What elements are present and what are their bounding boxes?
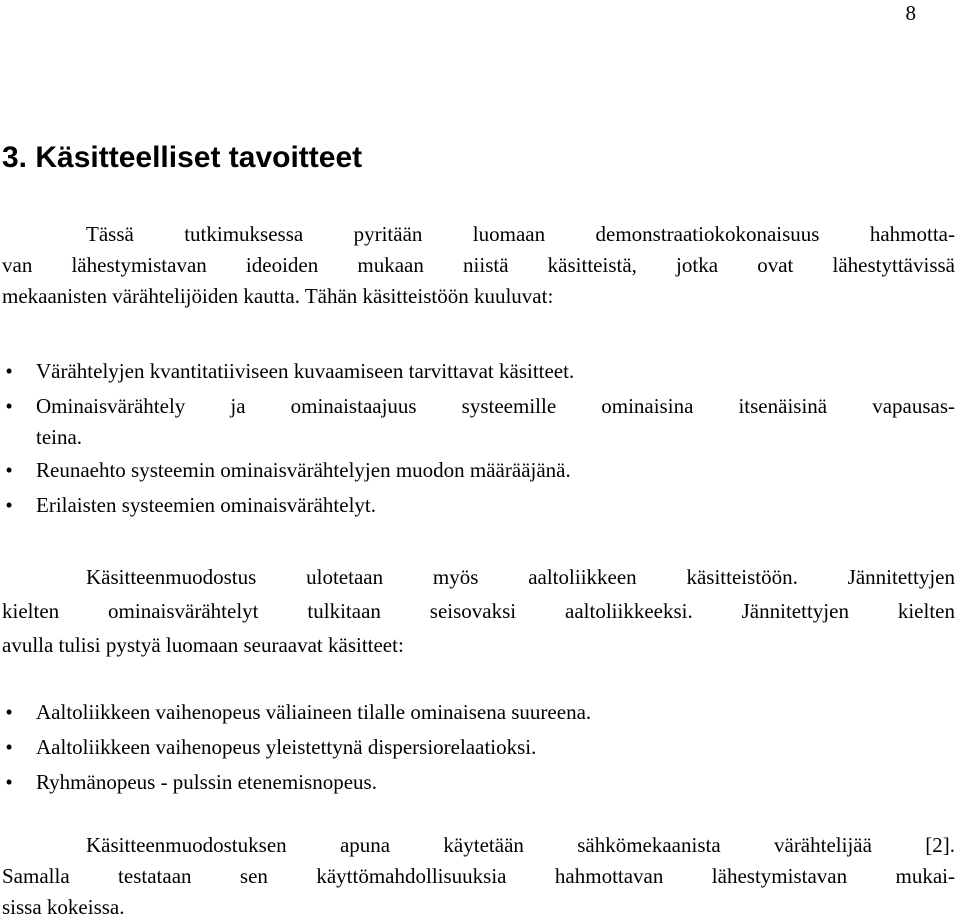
bullet-icon: • [5,735,13,759]
text-line: Tässä tutkimuksessa pyritään luomaan demonstraatiokokonaisuus hahmotta- [86,222,955,246]
list-item [2,389,955,453]
bullet-icon: • [5,770,13,794]
section-heading: 3. Käsitteelliset tavoitteet [2,141,363,174]
list-item-text: Aaltoliikkeen vaihenopeus yleistettynä dispersiorelaatioksi. [36,735,537,759]
paragraph-method [2,830,955,923]
text-line: van lähestymistavan ideoiden mukaan niistä käsitteistä, jotka ovat lähestyttävissä [2,253,955,277]
paragraph-intro [2,219,955,312]
list-item-text: Ominaisvärähtely ja ominaistaajuus systeemille ominaisina itsenäisinä vapausas- [36,394,955,418]
page-number: 8 [905,1,916,25]
list-item-text: Värähtelyjen kvantitatiiviseen kuvaamiseen tarvittavat käsitteet. [36,359,575,383]
list-item-text: Reunaehto systeemin ominaisvärähtelyjen muodon määrääjänä. [36,458,571,482]
text-line: Samalla testataan sen käyttömahdollisuuksia hahmottavan lähestymistavan mukai- [2,864,955,888]
list-item [2,488,955,523]
text-line: avulla tulisi pystyä luomaan seuraavat käsitteet: [2,633,404,657]
bullet-icon: • [5,458,13,482]
list-item [2,354,955,389]
bullet-list-wave-concepts [2,695,955,800]
list-item [2,765,955,800]
list-item-text: Ryhmänopeus - pulssin etenemisnopeus. [36,770,377,794]
text-line: mekaanisten värähtelijöiden kautta. Tähän käsitteistöön kuuluvat: [2,284,554,308]
text-line: Käsitteenmuodostuksen apuna käytetään sähkömekaanista värähtelijää [2]. [86,833,955,857]
text-line: kielten ominaisvärähtelyt tulkitaan seisovaksi aaltoliikkeeksi. Jännitettyjen kielten [2,599,955,623]
list-item-text-continued: teina. [36,425,83,449]
text-line: sissa kokeissa. [2,895,125,919]
bullet-icon: • [5,359,13,383]
bullet-icon: • [5,700,13,724]
list-item [2,730,955,765]
list-item-text: Erilaisten systeemien ominaisvärähtelyt. [36,493,376,517]
text-line: Käsitteenmuodostus ulotetaan myös aaltoliikkeen käsitteistöön. Jännitettyjen [86,565,955,589]
list-item [2,695,955,730]
list-item [2,453,955,488]
paragraph-waves [2,560,955,662]
bullet-list-concepts [2,354,955,523]
list-item-text: Aaltoliikkeen vaihenopeus väliaineen tilalle ominaisena suureena. [36,700,592,724]
bullet-icon: • [5,394,13,418]
bullet-icon: • [5,493,13,517]
